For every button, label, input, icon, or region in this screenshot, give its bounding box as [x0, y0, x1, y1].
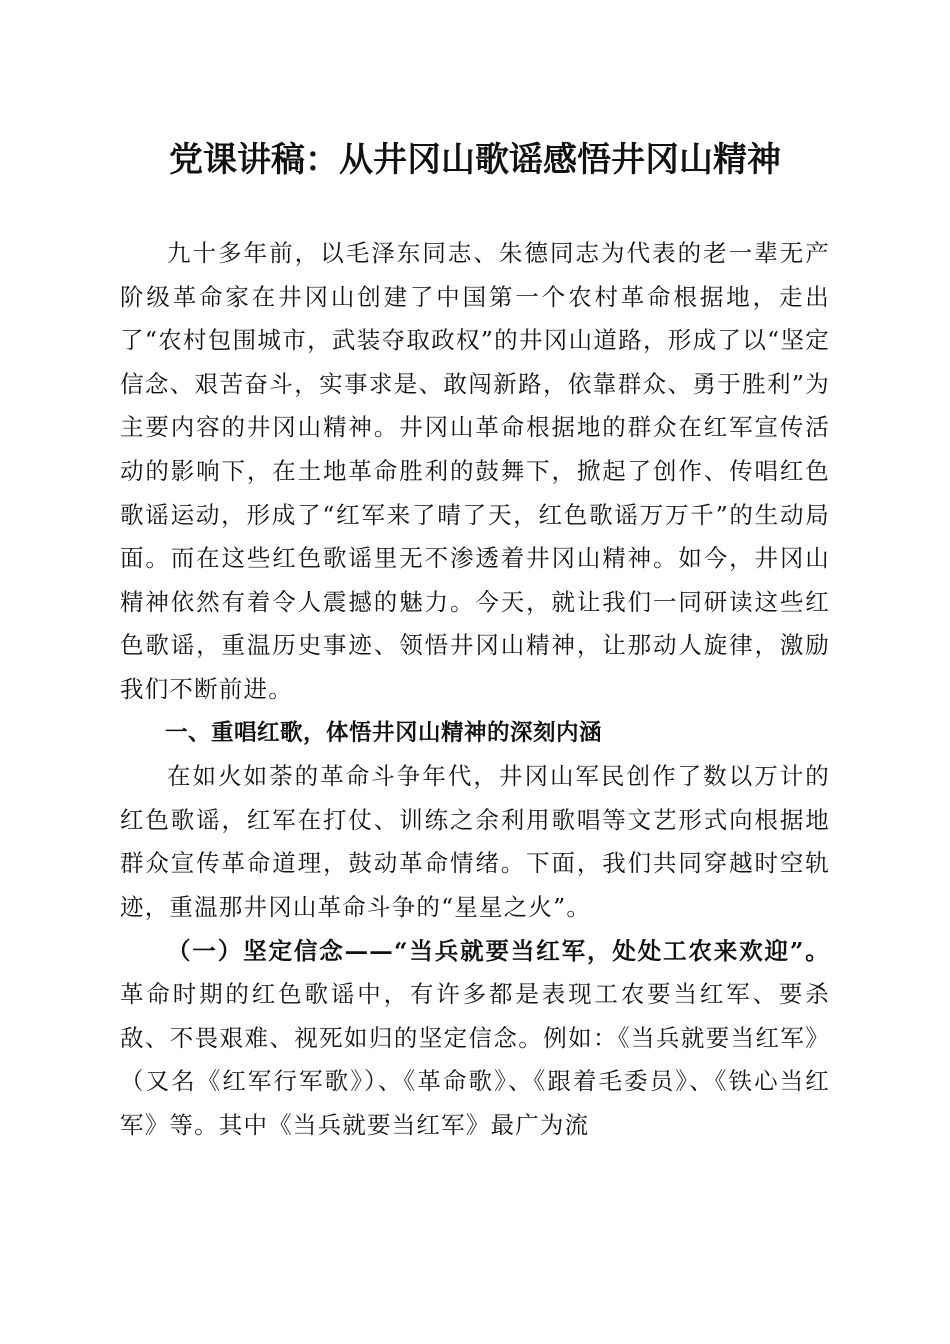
subsection-paragraph [120, 930, 830, 1148]
intro-paragraph: 九十多年前，以毛泽东同志、朱德同志为代表的老一辈无产阶级革命家在井冈山创建了中国第一个农村革命根据地，走出了“农村包围城市，武装夺取政权”的井冈山道路，形成了以“坚定信念、艰苦奋斗，实事求是、敢闯新路，依靠群众、勇于胜利”为主要内容的井冈山精神。井冈山革命根据地的群众在红军宣传活动的影响下，在土地革命胜利的鼓舞下，掀起了创作、传唱红色歌谣运动，形成了“红军来了晴了天，红色歌谣万万千”的生动局面。而在这些红色歌谣里无不渗透着井冈山精神。如今，井冈山精神依然有着令人震撼的魅力。今天，就让我们一同研读这些红色歌谣，重温历史事迹、领悟井冈山精神，让那动人旋律，激励我们不断前进。 [120, 239, 830, 703]
section-heading: 一、重唱红歌，体悟井冈山精神的深刻内涵 [165, 719, 603, 746]
subsection-text: 革命时期的红色歌谣中，有许多都是表现工农要当红军、要杀敌、不畏艰难、视死如归的坚定信念。例如：《当兵就要当红军》（又名《红军行军歌》）、《革命歌》、《跟着毛委员》、《铁心当红军》等。其中《当兵就要当红军》最广为流 [120, 980, 830, 1139]
subsection-lead: （一）坚定信念——“当兵就要当红军，处处工农来欢迎”。 [167, 936, 830, 965]
document-body [120, 232, 830, 1147]
section-paragraph: 在如火如荼的革命斗争年代，井冈山军民创作了数以万计的红色歌谣，红军在打仗、训练之余利用歌唱等文艺形式向根据地群众宣传革命道理，鼓动革命情绪。下面，我们共同穿越时空轨迹，重温那井冈山革命斗争的“星星之火”。 [120, 762, 830, 921]
document-title: 党课讲稿：从井冈山歌谣感悟井冈山精神 [169, 140, 781, 180]
